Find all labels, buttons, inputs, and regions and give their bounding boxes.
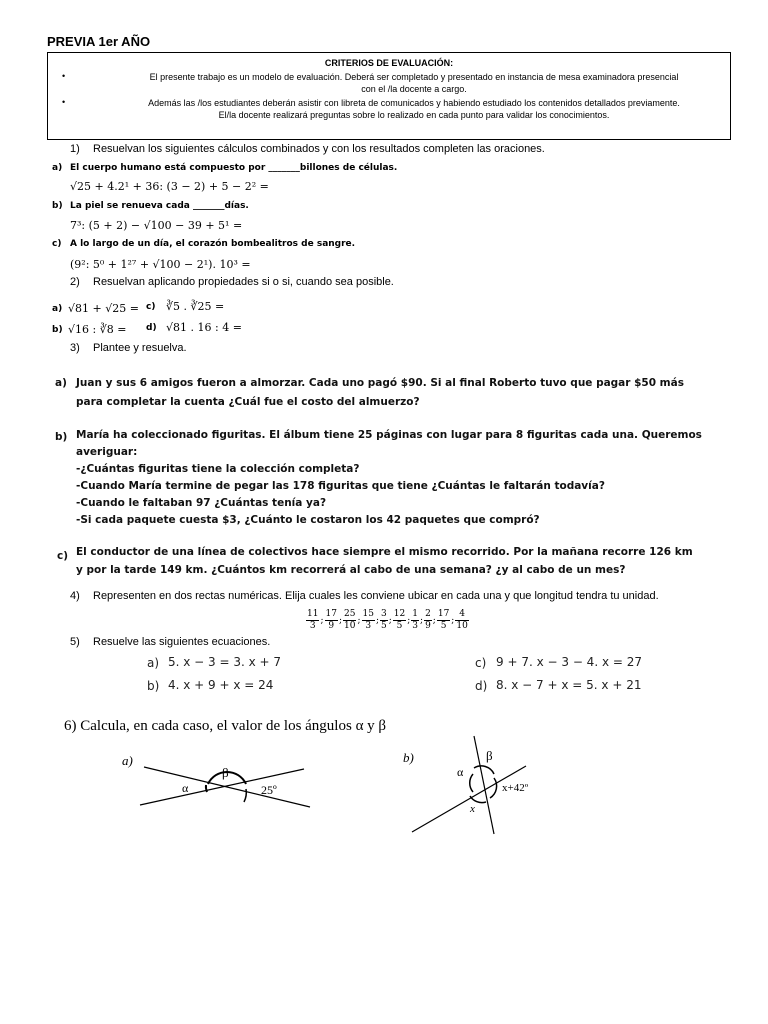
fraction-separator: ; — [375, 615, 379, 626]
fraction-numerator: 12 — [393, 609, 406, 619]
fraction-separator: ; — [420, 615, 424, 626]
q5-c-label: c) — [475, 656, 487, 670]
fraction-separator: ; — [338, 615, 342, 626]
criteria-box — [47, 52, 731, 140]
fraction-denominator: 5 — [396, 621, 403, 631]
bullet-2: • — [62, 97, 66, 107]
fraction — [325, 609, 338, 632]
bullet-1: • — [62, 71, 66, 81]
fraction-separator: ; — [388, 615, 392, 626]
fraction-denominator: 3 — [412, 621, 419, 631]
fraction — [343, 609, 356, 632]
q1-c-text: A lo largo de un día, el corazón bombealitros de sangre. — [70, 239, 356, 249]
question-5-number: 5) — [70, 636, 80, 648]
q1-b-text: La piel se renueva cada _______días. — [70, 201, 249, 211]
fraction-separator: ; — [451, 615, 455, 626]
question-3 — [0, 342, 768, 356]
q1-c-label: c) — [52, 239, 62, 249]
diagram-b-x: x — [470, 803, 475, 815]
fraction — [411, 609, 419, 632]
q2-c-label: c) — [146, 302, 156, 312]
diagram-b-arc-beta — [474, 766, 494, 774]
diagram-b-angle: x+42º — [502, 782, 529, 794]
q1-a-expression: √25 + 4.2¹ + 36: (3 − 2) + 5 − 2² = — [70, 180, 269, 193]
question-4-text: Representen en dos rectas numéricas. Elija cuales les conviene ubicar en cada una y que longitud tendra tu unidad. — [93, 590, 659, 602]
diagram-a-angle: 25º — [261, 783, 277, 797]
angle-diagram-a — [110, 745, 320, 820]
q2-d-label: d) — [146, 323, 157, 333]
q5-c-equation: 9 + 7. x − 3 − 4. x = 27 — [496, 655, 643, 669]
fraction-denominator: 10 — [456, 621, 468, 631]
diagram-b-arc-alpha — [470, 774, 473, 792]
fraction-numerator: 17 — [437, 609, 450, 619]
q2-b-label: b) — [52, 325, 63, 335]
diagram-b-alpha: α — [457, 765, 464, 779]
fraction-denominator: 3 — [309, 621, 316, 631]
question-4-number: 4) — [70, 590, 80, 602]
q3-a-line-1: Juan y sus 6 amigos fueron a almorzar. Cada uno pagó $90. Si al final Roberto tuvo que pagar $50 más — [76, 377, 684, 389]
question-4 — [0, 590, 768, 604]
q3-c-label: c) — [57, 550, 69, 562]
question-3-number: 3) — [70, 342, 80, 354]
fraction-numerator: 15 — [362, 609, 374, 619]
q5-b-label: b) — [147, 679, 160, 693]
fraction-numerator: 11 — [307, 609, 319, 619]
question-2-text: Resuelvan aplicando propiedades si o si, cuando sea posible. — [93, 276, 394, 288]
fraction — [393, 609, 406, 632]
fraction-numerator: 25 — [344, 609, 356, 619]
fraction-separator: ; — [407, 615, 411, 626]
q3-c-line-2: y por la tarde 149 km. ¿Cuántos km recorrerá al cabo de una semana? ¿y al cabo de un mes? — [76, 564, 626, 576]
q5-d-label: d) — [475, 679, 488, 693]
fraction-separator: ; — [432, 615, 436, 626]
diagram-a-beta: β — [222, 765, 229, 780]
diagram-b-label: b) — [403, 750, 414, 765]
question-1-text: Resuelvan los siguientes cálculos combinados y con los resultados completen las oraciones. — [93, 143, 545, 155]
fraction-denominator: 5 — [440, 621, 447, 631]
question-2-number: 2) — [70, 276, 80, 288]
q3-a-line-2: para completar la cuenta ¿Cuál fue el costo del almuerzo? — [76, 396, 420, 408]
q5-a-equation: 5. x − 3 = 3. x + 7 — [168, 655, 282, 669]
fraction — [362, 609, 375, 632]
q5-a-label: a) — [147, 656, 160, 670]
fraction-numerator: 2 — [425, 609, 431, 619]
q3-c-line-1: El conductor de una línea de colectivos hace siempre el mismo recorrido. Por la mañana recorre 126 km — [76, 546, 693, 558]
fraction-denominator: 10 — [344, 621, 356, 631]
fraction-numerator: 17 — [325, 609, 337, 619]
q3-b-line-1: María ha coleccionado figuritas. El álbum tiene 25 páginas con lugar para 8 figuritas cada una. Queremos — [76, 429, 702, 441]
q3-b-label: b) — [55, 431, 68, 443]
q5-d-equation: 8. x − 7 + x = 5. x + 21 — [496, 678, 642, 692]
q1-b-expression: 7³: (5 + 2) − √100 − 39 + 5¹ = — [70, 219, 243, 232]
fraction — [437, 609, 450, 632]
page-title: PREVIA 1er AÑO — [47, 34, 151, 49]
q2-a-label: a) — [52, 304, 63, 314]
q3-b-line-2: averiguar: — [76, 446, 138, 458]
fraction-denominator: 3 — [365, 621, 372, 631]
q3-b-line-6: -Si cada paquete cuesta $3, ¿Cuánto le costaron los 42 paquetes que compró? — [76, 514, 540, 526]
fraction-list — [306, 609, 469, 632]
diagram-a-arc-alpha — [206, 785, 207, 792]
question-5 — [0, 636, 768, 650]
question-5-text: Resuelve las siguientes ecuaciones. — [93, 636, 271, 648]
angle-diagram-b — [398, 730, 558, 840]
diagram-b-line-2 — [412, 766, 526, 832]
fraction-numerator: 3 — [381, 609, 387, 619]
diagram-b-arc-x42 — [490, 778, 497, 798]
fraction — [380, 609, 388, 632]
question-1 — [0, 143, 768, 157]
q5-b-equation: 4. x + 9 + x = 24 — [168, 678, 274, 692]
criteria-heading: CRITERIOS DE EVALUACIÓN: — [324, 58, 454, 68]
fraction-denominator: 9 — [425, 621, 431, 631]
q3-b-line-5: -Cuando le faltaban 97 ¿Cuántas tenía ya? — [76, 497, 327, 509]
q2-c-expression: ∛5 . ∛25 = — [166, 300, 225, 313]
q3-a-label: a) — [55, 377, 67, 389]
q1-c-expression: (9²: 5⁰ + 1²⁷ + √100 − 2¹). 10³ = — [70, 258, 251, 271]
fraction-denominator: 5 — [381, 621, 387, 631]
criteria-line-2b: El/la docente realizará preguntas sobre lo realizado en cada punto para validar los conocimientos. — [218, 110, 610, 120]
q2-a-expression: √81 + √25 = — [68, 302, 139, 315]
q1-a-label: a) — [52, 163, 63, 173]
q3-b-line-3: -¿Cuántas figuritas tiene la colección completa? — [76, 463, 360, 475]
diagram-a-alpha: α — [182, 781, 189, 795]
q1-b-label: b) — [52, 201, 63, 211]
criteria-line-1b: con el /la docente a cargo. — [361, 84, 467, 94]
fraction-separator: ; — [320, 615, 324, 626]
fraction — [306, 609, 319, 632]
q3-b-line-4: -Cuando María termine de pegar las 178 figuritas que tiene ¿Cuántas le faltarán todavía? — [76, 480, 605, 492]
fraction-numerator: 1 — [412, 609, 419, 619]
diagram-a-label: a) — [122, 753, 133, 768]
question-3-text: Plantee y resuelva. — [93, 342, 187, 354]
q2-d-expression: √81 . 16 : 4 = — [166, 321, 242, 334]
fraction-separator: ; — [357, 615, 361, 626]
question-6-text: 6) Calcula, en cada caso, el valor de los ángulos α y β — [64, 718, 387, 734]
q2-b-expression: √16 : ∛8 = — [68, 323, 127, 336]
criteria-line-2a: Además las /los estudiantes deberán asistir con libreta de comunicados y habiendo estudiado los contenidos detallados previamente. — [148, 98, 680, 108]
question-2 — [0, 276, 768, 290]
criteria-line-1a: El presente trabajo es un modelo de evaluación. Deberá ser completado y presentado en instancia de mesa examinadora presencial — [149, 72, 679, 82]
diagram-b-beta: β — [486, 748, 493, 763]
fraction-numerator: 4 — [455, 609, 468, 621]
fraction — [455, 609, 468, 632]
question-1-number: 1) — [70, 143, 80, 155]
q1-a-text: El cuerpo humano está compuesto por _______billones de células. — [70, 163, 398, 173]
fraction — [424, 609, 432, 632]
fraction-denominator: 9 — [328, 621, 335, 631]
